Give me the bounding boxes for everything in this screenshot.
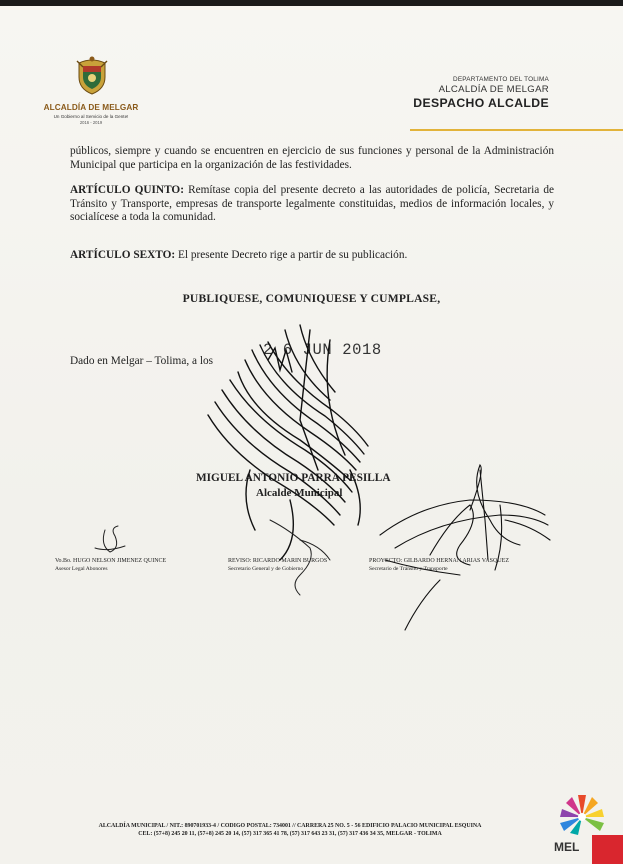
- article-sixth: [70, 249, 554, 263]
- header-alcaldia: ALCALDÍA DE MELGAR: [438, 84, 549, 95]
- article-fifth-text: Remítase copia del presente decreto a las autoridades de policía, Secretaria de Tránsito y Transporte, empresas de transporte legalmente constituidas, medios de información locales, y socialícese a toda la comunidad.: [70, 184, 554, 224]
- project-signature: [380, 465, 550, 630]
- top-edge: [0, 0, 623, 6]
- review-proyecto-name: PROYECTO: GILBARDO HERNAN ARIAS VASQUEZ: [369, 558, 510, 564]
- article-sixth-text: El presente Decreto rige a partir de su publicación.: [175, 249, 408, 261]
- reviewer-signature: [95, 526, 125, 552]
- header-department: DEPARTAMENTO DEL TOLIMA: [453, 76, 549, 83]
- review-reviso-name: REVISO: RICARDO MARIN BURGOS: [228, 558, 328, 564]
- article-fifth: [70, 184, 554, 225]
- header-despacho: DESPACHO ALCALDE: [413, 96, 549, 110]
- review-vobo-name: Vo.Bo. HUGO NELSON JIMENEZ QUINCE: [55, 558, 167, 564]
- header-right: [413, 76, 549, 111]
- header-rule: [410, 129, 623, 131]
- footer-logo-text: MEL: [554, 840, 580, 854]
- review-vobo: [55, 557, 166, 573]
- melgar-logo: [35, 55, 147, 135]
- review-reviso: [228, 557, 327, 573]
- signer-title: Alcalde Municipal: [256, 487, 343, 499]
- melgar-footer-logo: [550, 785, 623, 864]
- footer-address: [40, 822, 540, 839]
- logo-name: ALCALDÍA DE MELGAR: [43, 103, 139, 112]
- review-reviso-role: Secretario General y de Gobierno: [228, 566, 304, 572]
- coat-of-arms-icon: [75, 55, 109, 95]
- given-in-line: Dado en Melgar – Tolima, a los: [70, 355, 214, 367]
- article-sixth-label: ARTÍCULO SEXTO:: [70, 249, 176, 261]
- review-proyecto-role: Secretario de Tránsito y Transporte: [369, 566, 448, 572]
- date-stamp: 2 6 JUN 2018: [263, 341, 382, 359]
- paragraph-continuation: públicos, siempre y cuando se encuentren en ejercicio de sus funciones y personal de la Administración Municipal que participa en la organización de las festividades.: [70, 145, 554, 171]
- mayor-signature: [208, 325, 368, 560]
- footer-line-1: ALCALDÍA MUNICIPAL / NIT.: 890701933-4 / CODIGO POSTAL: 734001 // CARRERA 25 NO. 5 - 56 EDIFICIO PALACIO MUNICIPAL ESQUINA: [98, 823, 482, 829]
- review-proyecto: [369, 557, 509, 573]
- review-vobo-role: Asesor Legal Abonores: [55, 566, 108, 572]
- logo-years: 2016 - 2019: [79, 120, 103, 125]
- article-fifth-label: ARTÍCULO QUINTO:: [70, 184, 184, 196]
- logo-slogan: Un Gobierno al Servicio de la Gente!: [53, 114, 129, 119]
- signer-name: MIGUEL ANTONIO PARRA PESILLA: [196, 472, 391, 484]
- closing-formula: PUBLIQUESE, COMUNIQUESE Y CUMPLASE,: [182, 292, 441, 305]
- footer-line-2: CEL: (57+8) 245 20 11, (57+8) 245 20 14, (57) 317 365 41 78, (57) 317 643 23 31, (57) 317 436 34 35, MELGAR - TOLIMA: [138, 831, 442, 838]
